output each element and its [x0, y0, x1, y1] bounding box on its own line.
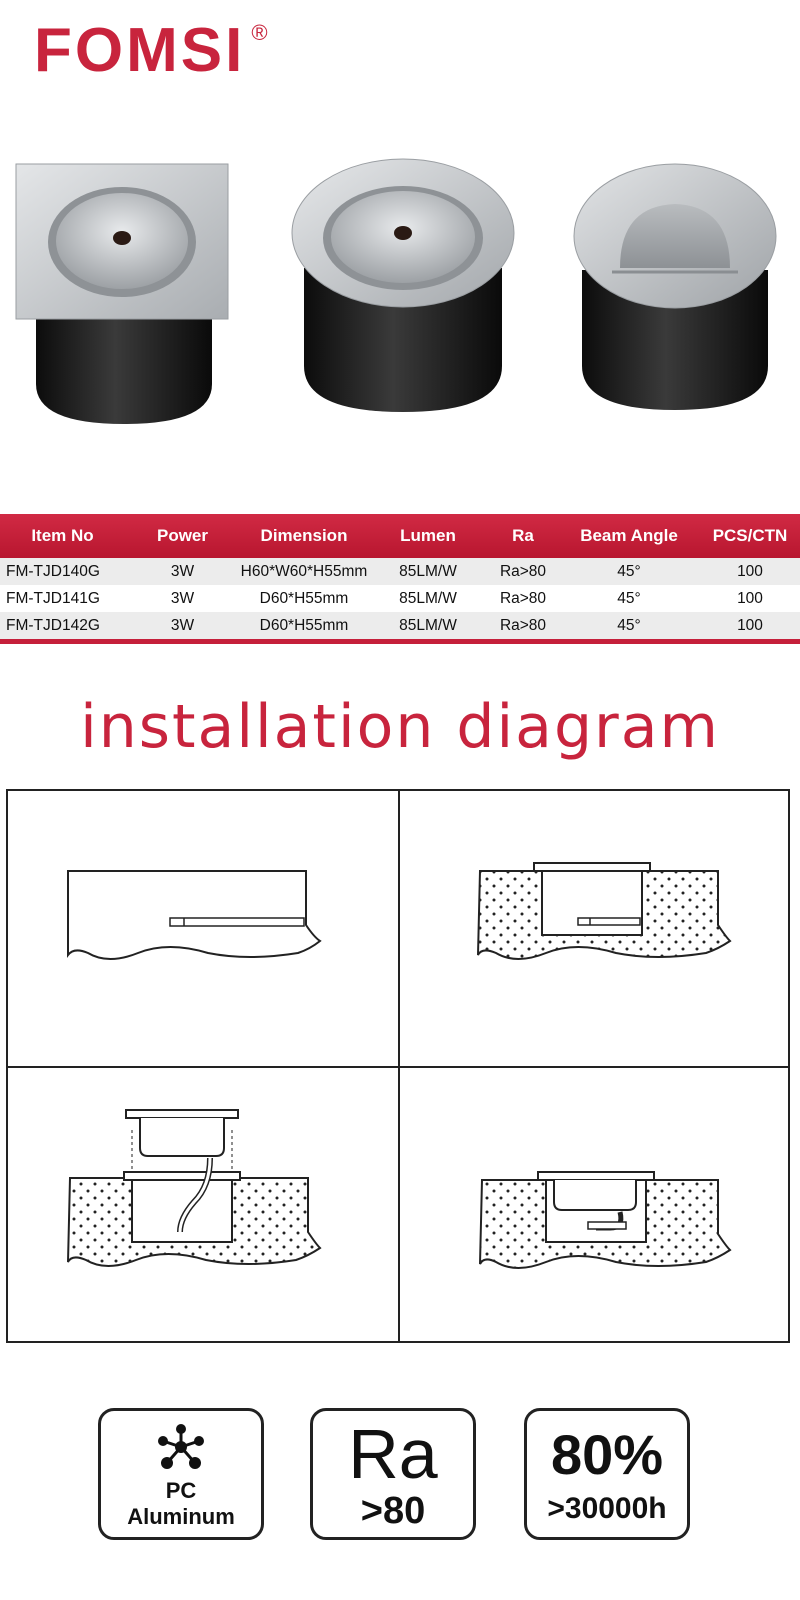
round-step-light-icon — [290, 158, 516, 418]
cell-item-no: FM-TJD140G — [6, 562, 100, 580]
header-lumen: Lumen — [400, 526, 456, 545]
table-row — [0, 612, 800, 639]
cell-lumen: 85LM/W — [399, 616, 457, 634]
badge-material-aluminum: Aluminum — [127, 1504, 235, 1529]
connect-wire-icon — [8, 1068, 398, 1343]
table-row — [0, 585, 800, 612]
badge-material-pc: PC — [165, 1478, 197, 1503]
half-moon-step-light-icon — [572, 160, 778, 416]
installation-diagram — [6, 789, 790, 1343]
wall-cable-icon — [8, 791, 398, 1066]
cell-lumen: 85LM/W — [399, 589, 457, 607]
cell-power: 3W — [170, 589, 195, 607]
cell-pcs-ctn: 100 — [737, 562, 763, 580]
cell-power: 3W — [170, 616, 195, 634]
cell-dimension: D60*H55mm — [259, 589, 349, 607]
lifetime-badge — [524, 1408, 690, 1540]
square-step-light-icon — [14, 162, 234, 424]
cell-lumen: 85LM/W — [399, 562, 457, 580]
spec-table — [0, 514, 800, 644]
molecule-icon — [153, 1423, 209, 1473]
cell-dimension: D60*H55mm — [259, 616, 349, 634]
cell-power: 3W — [170, 562, 195, 580]
header-pcs-ctn: PCS/CTN — [712, 526, 788, 545]
material-badge — [98, 1408, 264, 1540]
registered-mark: ® — [251, 20, 268, 45]
ra-badge — [310, 1408, 476, 1540]
table-row — [0, 558, 800, 585]
header-ra: Ra — [512, 526, 534, 545]
table-bottom-rule — [0, 639, 800, 644]
brand-logo — [34, 18, 268, 88]
badge-ra-value: >80 — [360, 1490, 426, 1532]
cell-ra: Ra>80 — [499, 562, 547, 580]
header-dimension: Dimension — [260, 526, 348, 545]
cell-item-no: FM-TJD141G — [6, 589, 100, 607]
product-gallery — [0, 150, 800, 430]
badge-lifetime-percent: 80% — [550, 1423, 664, 1486]
installation-title: installation diagram — [80, 692, 720, 762]
brand-name: FOMSI — [34, 16, 246, 85]
header-beam-angle: Beam Angle — [580, 526, 678, 545]
embedded-box-icon — [400, 791, 790, 1066]
header-power: Power — [156, 526, 209, 545]
cell-item-no: FM-TJD142G — [6, 616, 100, 634]
cell-pcs-ctn: 100 — [737, 616, 763, 634]
cell-beam-angle: 45° — [617, 589, 641, 607]
badge-lifetime-hours: >30000h — [547, 1492, 667, 1525]
badge-ra-label: Ra — [348, 1415, 438, 1493]
cell-ra: Ra>80 — [499, 616, 547, 634]
cell-beam-angle: 45° — [617, 562, 641, 580]
spec-table-header — [0, 514, 800, 558]
header-item-no: Item No — [31, 526, 94, 545]
installed-light-icon — [400, 1068, 790, 1343]
cell-pcs-ctn: 100 — [737, 589, 763, 607]
cell-ra: Ra>80 — [499, 589, 547, 607]
cell-dimension: H60*W60*H55mm — [240, 562, 368, 580]
cell-beam-angle: 45° — [617, 616, 641, 634]
